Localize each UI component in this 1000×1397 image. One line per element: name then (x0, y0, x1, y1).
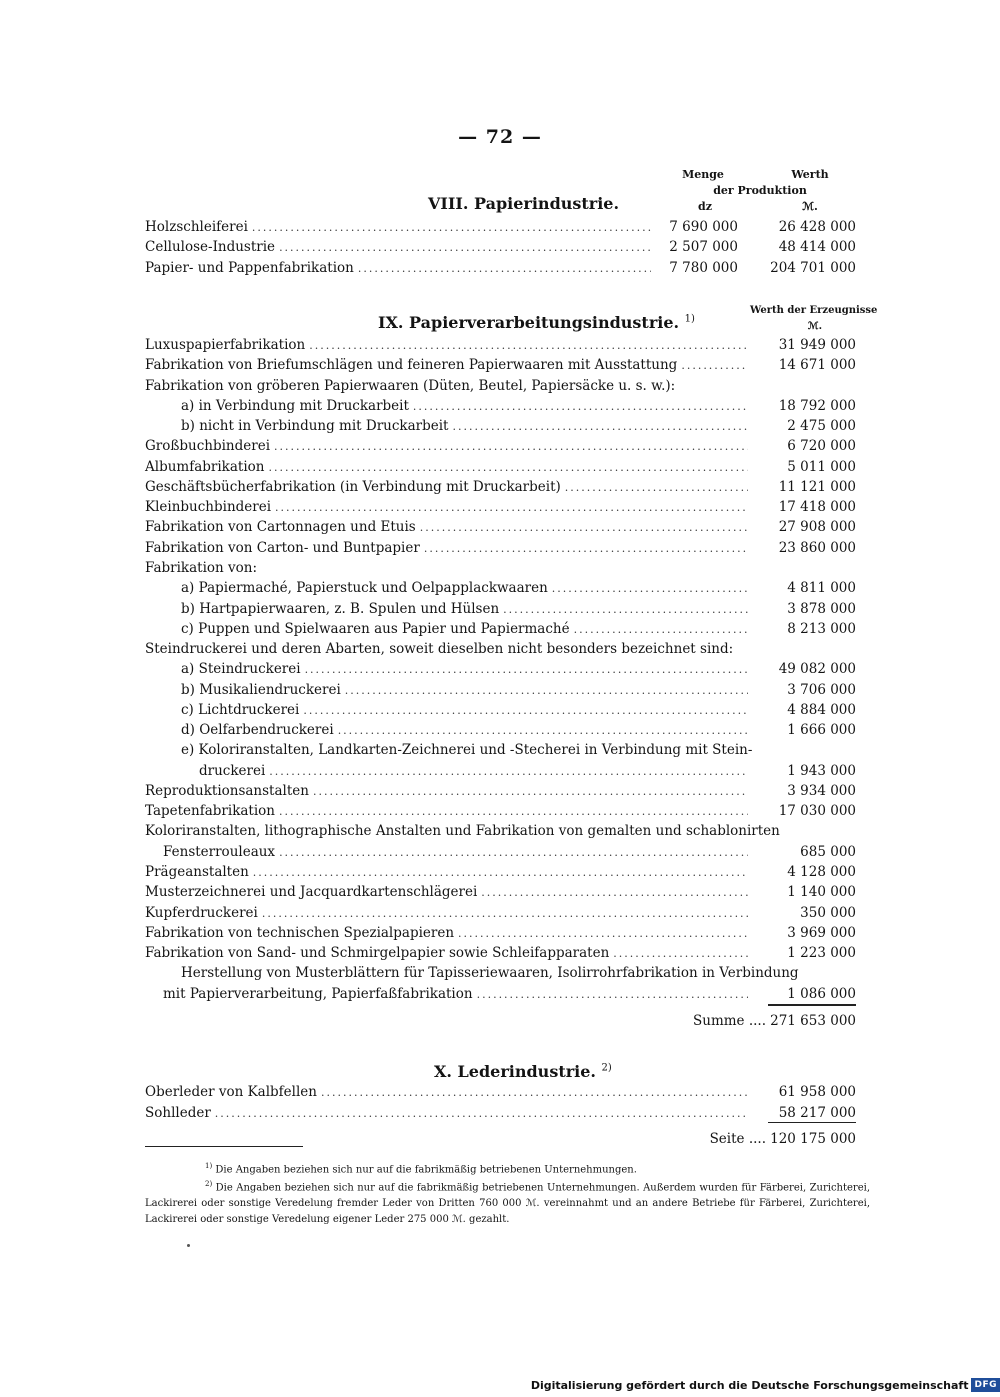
table-row-label: Luxuspapierfabrikation (145, 337, 306, 353)
werth-value: 3 934 000 (787, 783, 856, 799)
table-row (163, 984, 752, 1004)
footnote-rule (145, 1146, 303, 1147)
footnote-2-text: Die Angaben beziehen sich nur auf die fabrikmäßig betriebenen Unternehmungen. Außerdem wurden für Färberei, Zurichterei, Lackirerei oder sonstige Veredelung fremder Leder von Dritten 760 000 ℳ. vereinnahmt und an andere Betriebe für Färberei, Zurichterei, Lackirerei oder sonstige Veredelung eigener Leder 275 000 ℳ. gezahlt. (145, 1182, 870, 1226)
leader-dots (458, 924, 748, 944)
werth-value: 1 140 000 (787, 884, 856, 900)
leader-dots (345, 681, 748, 701)
table-row-label: druckerei (199, 763, 266, 779)
werth-value: 31 949 000 (778, 337, 856, 353)
table-row (145, 497, 752, 517)
table-row (145, 882, 752, 902)
werth-value: 26 428 000 (778, 219, 856, 235)
leader-dots (252, 218, 651, 238)
table-row-label: a) Steindruckerei (181, 661, 301, 677)
table-row-label: b) Hartpapierwaaren, z. B. Spulen und Hülsen (181, 601, 500, 617)
leader-dots (274, 437, 748, 457)
leader-dots (574, 620, 748, 640)
section-title-ix-text: IX. Papierverarbeitungsindustrie. (378, 313, 680, 332)
table-row-label: a) in Verbindung mit Druckarbeit (181, 398, 409, 414)
footnote-2 (145, 1176, 870, 1228)
section-title-x (434, 1062, 612, 1081)
leader-dots (262, 904, 748, 924)
table-row (145, 477, 752, 497)
page-number: — 72 — (458, 126, 542, 148)
table-row (181, 963, 860, 983)
table-row-label: mit Papierverarbeitung, Papierfaßfabrikation (163, 986, 473, 1002)
footnote-ref-1: 1) (684, 313, 695, 325)
table-row (145, 903, 752, 923)
leader-dots (420, 518, 748, 538)
leader-dots (503, 600, 748, 620)
leader-dots (309, 336, 748, 356)
leader-dots (477, 985, 748, 1005)
table-row-label: b) nicht in Verbindung mit Druckarbeit (181, 418, 449, 434)
werth-value: 685 000 (800, 844, 856, 860)
table-row-label: Fabrikation von Sand- und Schmirgelpapier sowie Schleifapparaten (145, 945, 610, 961)
table-row (145, 558, 860, 578)
table-row (145, 258, 655, 278)
digitization-credit (531, 1378, 1000, 1392)
footnote-2-mark: 2) (205, 1180, 213, 1188)
leader-dots (279, 843, 748, 863)
werth-value: 4 811 000 (787, 580, 856, 596)
table-row (181, 619, 752, 639)
werth-value: 5 011 000 (787, 459, 856, 475)
table-row (145, 217, 655, 237)
footnote-1-text: Die Angaben beziehen sich nur auf die fabrikmäßig betriebenen Unternehmungen. (215, 1164, 637, 1176)
table-row-label: Holzschleiferei (145, 219, 248, 235)
werth-value: 204 701 000 (770, 260, 856, 276)
dfg-logo: DFG (971, 1378, 1000, 1392)
table-row-label: Kupferdruckerei (145, 905, 258, 921)
werth-value: 1 223 000 (787, 945, 856, 961)
table-row (145, 538, 752, 558)
footnote-ref-2: 2) (601, 1062, 612, 1074)
leader-dots (424, 539, 748, 559)
column-unit-mark: ℳ. (802, 200, 818, 213)
column-unit-mark-ix: ℳ. (807, 321, 823, 332)
leader-dots (305, 660, 748, 680)
leader-dots (565, 478, 748, 498)
sum-value-x: 120 175 000 (770, 1131, 856, 1147)
werth-value: 8 213 000 (787, 621, 856, 637)
table-row-label: Fabrikation von technischen Spezialpapieren (145, 925, 455, 941)
table-row (181, 740, 860, 760)
table-row (145, 237, 655, 257)
table-row-label: Fabrikation von Briefumschlägen und feineren Papierwaaren mit Ausstattung (145, 357, 678, 373)
table-row-label: Albumfabrikation (145, 459, 265, 475)
werth-value: 4 128 000 (787, 864, 856, 880)
table-row (145, 517, 752, 537)
table-row-label: d) Oelfarbendruckerei (181, 722, 334, 738)
column-header-der-produktion: der Produktion (713, 184, 807, 197)
table-row (145, 821, 860, 841)
sum-rule-x (768, 1122, 856, 1123)
table-row (181, 599, 752, 619)
werth-value: 48 414 000 (778, 239, 856, 255)
table-row-label: Kleinbuchbinderei (145, 499, 272, 515)
menge-value: 7 690 000 (669, 219, 738, 235)
table-row-label: Reproduktionsanstalten (145, 783, 309, 799)
leader-dots (279, 802, 748, 822)
speck-mark (187, 1244, 190, 1247)
table-row-label: Großbuchbinderei (145, 438, 271, 454)
table-row-label: e) Koloriranstalten, Landkarten-Zeichnerei und -Stecherei in Verbindung mit Stein- (181, 742, 753, 758)
leader-dots (303, 701, 748, 721)
column-header-werth-der-erzeugnisse: Werth der Erzeugnisse (750, 305, 878, 316)
leader-dots (452, 417, 748, 437)
table-row-label: Tapetenfabrikation (145, 803, 275, 819)
table-row (145, 639, 860, 659)
column-header-menge: Menge (682, 168, 724, 181)
table-row-label: Fabrikation von Carton- und Buntpapier (145, 540, 420, 556)
werth-value: 27 908 000 (778, 519, 856, 535)
werth-value: 58 217 000 (778, 1105, 856, 1121)
werth-value: 14 671 000 (778, 357, 856, 373)
werth-value: 61 958 000 (778, 1084, 856, 1100)
sum-label-ix: Summe .... (693, 1013, 766, 1029)
table-row (145, 862, 752, 882)
werth-value: 2 475 000 (787, 418, 856, 434)
werth-value: 1 666 000 (787, 722, 856, 738)
table-row-label: c) Lichtdruckerei (181, 702, 300, 718)
table-row-label: Steindruckerei und deren Abarten, soweit dieselben nicht besonders bezeichnet sind: (145, 641, 734, 657)
leader-dots (321, 1083, 748, 1103)
werth-value: 3 706 000 (787, 682, 856, 698)
werth-value: 18 792 000 (778, 398, 856, 414)
sum-value-ix: 271 653 000 (770, 1013, 856, 1029)
werth-value: 4 884 000 (787, 702, 856, 718)
leader-dots (215, 1104, 748, 1124)
table-row-label: Fensterrouleaux (163, 844, 276, 860)
werth-value: 1 086 000 (787, 986, 856, 1002)
leader-dots (358, 259, 651, 279)
werth-value: 49 082 000 (778, 661, 856, 677)
sum-rule-ix (768, 1004, 856, 1006)
table-row (181, 578, 752, 598)
leader-dots (481, 883, 748, 903)
werth-value: 17 418 000 (778, 499, 856, 515)
table-row-label: a) Papiermaché, Papierstuck und Oelpapplackwaaren (181, 580, 548, 596)
table-row (181, 659, 752, 679)
table-row (145, 436, 752, 456)
table-row (145, 457, 752, 477)
leader-dots (253, 863, 748, 883)
section-title-x-text: X. Lederindustrie. (434, 1062, 596, 1081)
leader-dots (269, 762, 748, 782)
column-unit-dz: dz (698, 200, 712, 213)
table-row (145, 801, 752, 821)
table-row (181, 720, 752, 740)
table-row-label: c) Puppen und Spielwaaren aus Papier und Papiermaché (181, 621, 570, 637)
table-row (145, 1103, 752, 1123)
werth-value: 3 969 000 (787, 925, 856, 941)
table-row (145, 376, 860, 396)
menge-value: 7 780 000 (669, 260, 738, 276)
table-row-label: Sohlleder (145, 1105, 211, 1121)
table-row-label: Oberleder von Kalbfellen (145, 1084, 317, 1100)
leader-dots (338, 721, 748, 741)
table-row-label: Cellulose-Industrie (145, 239, 276, 255)
table-row (145, 943, 752, 963)
table-row-label: Fabrikation von Cartonnagen und Etuis (145, 519, 416, 535)
table-row-label: Fabrikation von gröberen Papierwaaren (Düten, Beutel, Papiersäcke u. s. w.): (145, 378, 676, 394)
section-title-viii: VIII. Papierindustrie. (428, 194, 620, 213)
table-row (145, 335, 752, 355)
table-row (145, 355, 752, 375)
table-row-label: Herstellung von Musterblättern für Tapisseriewaaren, Isolirrohrfabrikation in Verbindung (181, 965, 799, 981)
table-row (199, 761, 752, 781)
menge-value: 2 507 000 (669, 239, 738, 255)
werth-value: 3 878 000 (787, 601, 856, 617)
werth-value: 350 000 (800, 905, 856, 921)
table-row (163, 842, 752, 862)
sum-label-x: Seite .... (709, 1131, 766, 1147)
leader-dots (275, 498, 748, 518)
footnote-1-mark: 1) (205, 1162, 213, 1170)
werth-value: 1 943 000 (787, 763, 856, 779)
table-row (145, 781, 752, 801)
table-row-label: Musterzeichnerei und Jacquardkartenschlägerei (145, 884, 478, 900)
werth-value: 11 121 000 (778, 479, 856, 495)
leader-dots (313, 782, 748, 802)
table-row (181, 416, 752, 436)
werth-value: 17 030 000 (778, 803, 856, 819)
table-row (145, 923, 752, 943)
werth-value: 6 720 000 (787, 438, 856, 454)
table-row-label: Papier- und Pappenfabrikation (145, 260, 354, 276)
leader-dots (681, 356, 748, 376)
column-header-werth: Werth (791, 168, 829, 181)
table-row-label: Fabrikation von: (145, 560, 257, 576)
table-row-label: b) Musikaliendruckerei (181, 682, 341, 698)
table-row (181, 680, 752, 700)
table-row (181, 700, 752, 720)
digitization-credit-text: Digitalisierung gefördert durch die Deutsche Forschungsgemeinschaft (530, 1378, 969, 1392)
leader-dots (279, 238, 651, 258)
section-title-ix (378, 313, 695, 332)
table-row (145, 1082, 752, 1102)
table-row (181, 396, 752, 416)
table-row-label: Geschäftsbücherfabrikation (in Verbindung mit Druckarbeit) (145, 479, 561, 495)
leader-dots (268, 458, 748, 478)
leader-dots (413, 397, 748, 417)
leader-dots (552, 579, 748, 599)
leader-dots (613, 944, 748, 964)
werth-value: 23 860 000 (778, 540, 856, 556)
table-row-label: Prägeanstalten (145, 864, 249, 880)
table-row-label: Koloriranstalten, lithographische Anstalten und Fabrikation von gemalten und schablonirten (145, 823, 780, 839)
